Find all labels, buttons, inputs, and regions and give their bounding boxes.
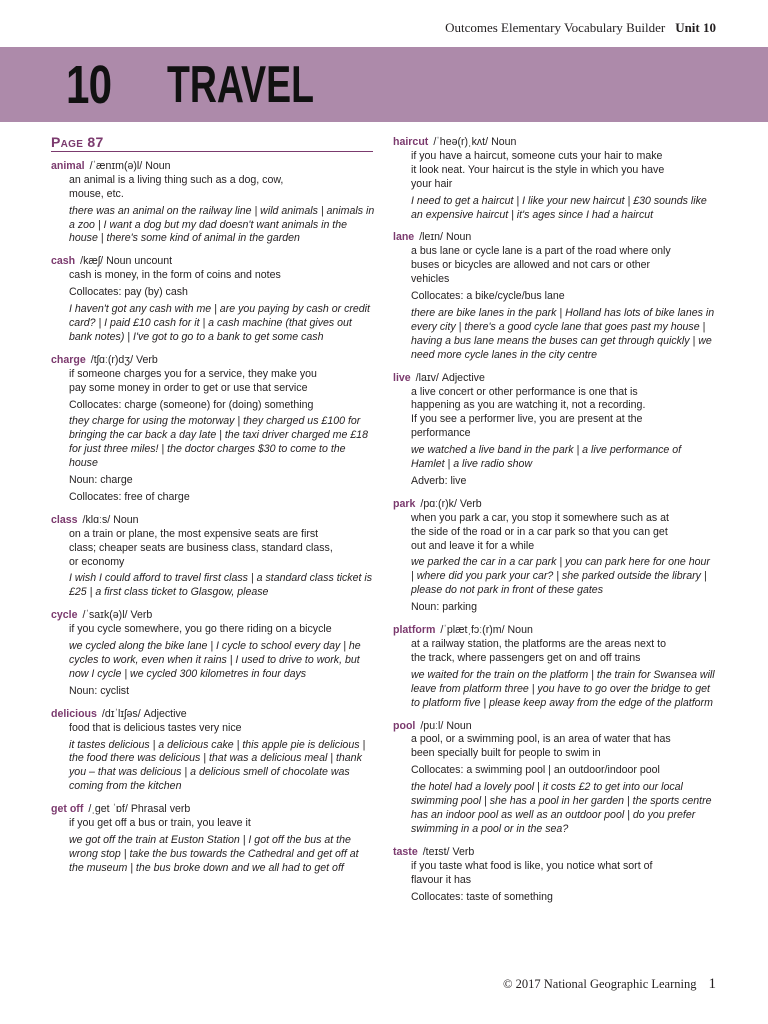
unit-banner <box>0 47 768 122</box>
dictionary-entry <box>393 231 715 362</box>
left-column <box>51 136 375 885</box>
unit-label: Unit 10 <box>675 20 716 35</box>
dictionary-entry <box>51 514 375 600</box>
dictionary-entry <box>393 136 715 222</box>
right-column <box>393 136 715 913</box>
definition-line: at a railway station, the platforms are the areas next to <box>411 638 666 650</box>
headword: park <box>393 497 416 510</box>
entry-headline <box>393 624 715 638</box>
dictionary-entry <box>51 708 375 794</box>
page-footer <box>503 976 716 993</box>
definition-line: a live concert or other performance is one that is <box>411 385 638 398</box>
headword: lane <box>393 231 415 244</box>
definition-line: food that is delicious tastes very nice <box>69 721 242 734</box>
headword: cash <box>51 255 76 268</box>
pronunciation: /ˈsaɪk(ə)l/ <box>82 609 128 622</box>
left-entry-list <box>51 160 375 876</box>
examples: I need to get a haircut | I like your new haircut | £30 sounds like an expensive haircut | it's ages since I had a haircut <box>411 194 707 221</box>
entry-headline <box>51 255 375 269</box>
headword: haircut <box>393 136 429 148</box>
definition <box>393 386 715 442</box>
pronunciation: /ˈheə(r)ˌkʌt/ <box>433 136 489 148</box>
pronunciation: /ˌget ˈɒf/ <box>88 803 128 816</box>
headword: platform <box>393 624 436 637</box>
definition-line: on a train or plane, the most expensive seats are first <box>69 527 319 540</box>
running-header <box>445 20 716 36</box>
collocates: Collocates: pay (by) cash <box>69 286 188 299</box>
definition-line: when you park a car, you stop it somewhere such as at <box>411 511 669 524</box>
pronunciation: /leɪn/ <box>419 231 443 244</box>
entry-headline <box>393 136 715 150</box>
definition <box>393 150 715 192</box>
part-of-speech: Noun <box>446 719 472 732</box>
part-of-speech: Phrasal verb <box>130 803 191 816</box>
examples: there was an animal on the railway line | wild animals | animals in a zoo | I want a dog but my dad doesn't want animals in the house | there's some kind of animal in the garden <box>69 204 375 245</box>
examples: they charge for using the motorway | they charged us £100 for bringing the car back a day late | the taxi driver charged me £18 for just three miles! | the doctor charges $30 to come to the house <box>69 415 368 470</box>
definition-line: mouse, etc. <box>69 187 124 200</box>
entry-headline <box>51 609 375 623</box>
definition-line: if you cycle somewhere, you go there riding on a bicycle <box>69 623 332 636</box>
definition <box>51 269 375 283</box>
part-of-speech: Noun <box>145 159 171 172</box>
pronunciation: /dɪˈlɪʃəs/ <box>101 707 141 720</box>
part-of-speech: Adjective <box>143 707 187 720</box>
headword: animal <box>51 159 85 172</box>
part-of-speech: Noun <box>507 624 533 637</box>
part-of-speech: Verb <box>136 353 158 366</box>
definition-line: class; cheaper seats are business class, standard class, <box>69 541 333 554</box>
entry-headline <box>393 498 715 512</box>
definition <box>393 245 715 287</box>
definition-line: the side of the road or in a car park so that you can get <box>411 525 668 538</box>
page-number: 1 <box>708 976 716 992</box>
collocates: Collocates: a swimming pool | an outdoor/indoor pool <box>411 764 660 777</box>
definition <box>51 817 375 831</box>
pronunciation: /ˈænɪm(ə)l/ <box>89 159 143 172</box>
definition <box>51 528 375 570</box>
collocates: Collocates: taste of something <box>411 890 553 903</box>
part-of-speech: Verb <box>459 497 482 510</box>
pronunciation: /puːl/ <box>420 719 444 732</box>
definition-line: If you see a performer live, you are present at the <box>411 413 643 426</box>
examples: we cycled along the bike lane | I cycle to school every day | he cycles to work, even when it rains | I used to drive to work, but now I cycle | we cycled 300 kilometres in four days <box>69 640 361 680</box>
pronunciation: /ˈplætˌfɔː(r)m/ <box>440 624 505 637</box>
collocates: Collocates: charge (someone) for (doing) something <box>69 398 314 411</box>
pronunciation: /tʃɑː(r)dʒ/ <box>90 353 134 366</box>
page-heading: Page 87 <box>51 136 373 152</box>
dictionary-entry <box>51 255 375 344</box>
examples: it tastes delicious | a delicious cake | this apple pie is delicious | the food there was delicious | that was a delicious meal | thank you – that was delicious | a delicious smell of chocolate was coming from the kitchen <box>69 738 366 793</box>
definition-line: it look neat. Your haircut is the style in which you have <box>411 163 665 176</box>
entry-headline <box>393 372 715 386</box>
pronunciation: /klɑːs/ <box>82 513 111 526</box>
entry-headline <box>393 846 715 860</box>
definition-line: cash is money, in the form of coins and notes <box>69 269 281 282</box>
unit-number: 10 <box>66 55 112 115</box>
dictionary-entry <box>51 354 375 505</box>
part-of-speech: Noun <box>113 513 139 526</box>
headword: class <box>51 513 78 526</box>
definition-line: vehicles <box>411 273 450 286</box>
definition-line: if you have a haircut, someone cuts your hair to make <box>411 149 663 162</box>
part-of-speech: Noun uncount <box>106 255 173 268</box>
examples: I haven't got any cash with me | are you paying by cash or credit card? | I paid £10 cash for it | a cash machine (that gives out bank notes) | I've got to go to a bank to get some cash <box>69 303 370 343</box>
headword: charge <box>51 353 86 366</box>
derived-form: Noun: charge <box>69 474 133 487</box>
definition-line: been specially built for people to swim in <box>411 747 601 760</box>
right-entry-list <box>393 136 715 904</box>
examples: the hotel had a lovely pool | it costs £2 to get into our local swimming pool | she has a pool in her garden | the sports centre has an indoor pool as well as an outdoor pool | do you prefer swimming in a pool or in the sea? <box>411 781 712 835</box>
definition-line: flavour it has <box>411 873 472 886</box>
definition <box>51 722 375 736</box>
examples: we got off the train at Euston Station | I got off the bus at the wrong stop | take the bus towards the Cathedral and get off at the museum | the bus broke down and we all had to get off <box>69 833 359 874</box>
part-of-speech: Verb <box>452 845 475 858</box>
definition-line: or economy <box>69 555 125 568</box>
part-of-speech: Noun <box>446 231 472 244</box>
definition-line: buses or bicycles are allowed and not cars or other <box>411 259 651 272</box>
dictionary-entry <box>393 846 715 905</box>
collocates: Collocates: free of charge <box>69 490 190 503</box>
definition-line: the track, where passengers get on and off trains <box>411 651 641 664</box>
book-title: Outcomes Elementary Vocabulary Builder <box>445 20 666 35</box>
copyright: © 2017 National Geographic Learning <box>503 977 697 991</box>
derived-form: Noun: cyclist <box>69 684 130 697</box>
examples: I wish I could afford to travel first class | a standard class ticket is £25 | a first class ticket to Glasgow, please <box>69 572 373 599</box>
definition-line: your hair <box>411 177 453 190</box>
entry-headline <box>51 803 375 817</box>
definition <box>51 623 375 637</box>
definition-line: happening as you are watching it, not a recording. <box>411 399 646 412</box>
definition <box>393 638 715 666</box>
definition <box>51 368 375 396</box>
dictionary-entry <box>393 372 715 489</box>
definition-line: a pool, or a swimming pool, is an area of water that has <box>411 733 671 746</box>
definition-line: performance <box>411 427 471 440</box>
part-of-speech: Noun <box>491 136 517 148</box>
definition-line: an animal is a living thing such as a dog, cow, <box>69 173 284 186</box>
dictionary-entry <box>393 624 715 710</box>
dictionary-entry <box>393 720 715 837</box>
definition-line: if you get off a bus or train, you leave it <box>69 817 251 830</box>
examples: we watched a live band in the park | a live performance of Hamlet | a live radio show <box>411 444 682 471</box>
entry-headline <box>393 231 715 245</box>
definition-line: if you taste what food is like, you notice what sort of <box>411 859 653 872</box>
definition-line: a bus lane or cycle lane is a part of the road where only <box>411 245 671 258</box>
entry-headline <box>51 160 375 174</box>
definition <box>393 733 715 761</box>
definition <box>393 512 715 554</box>
pronunciation: /laɪv/ <box>415 371 439 384</box>
definition-line: pay some money in order to get or use that service <box>69 381 308 394</box>
definition <box>393 860 715 888</box>
dictionary-entry <box>393 498 715 615</box>
headword: live <box>393 371 411 384</box>
part-of-speech: Verb <box>130 609 153 622</box>
entry-headline <box>51 514 375 528</box>
pronunciation: /teɪst/ <box>422 845 450 858</box>
dictionary-entry <box>51 803 375 876</box>
examples: we parked the car in a car park | you can park here for one hour | where did you park your car? | she parked outside the library | please do not park in front of these gates <box>411 556 710 597</box>
dictionary-entry <box>51 160 375 246</box>
headword: taste <box>393 845 418 858</box>
part-of-speech: Adjective <box>441 371 485 384</box>
derived-form: Adverb: live <box>411 474 467 487</box>
entry-headline <box>51 354 375 368</box>
definition-line: if someone charges you for a service, they make you <box>69 367 317 380</box>
entry-headline <box>393 720 715 734</box>
entry-headline <box>51 708 375 722</box>
pronunciation: /pɑː(r)k/ <box>420 497 457 510</box>
collocates: Collocates: a bike/cycle/bus lane <box>411 290 565 303</box>
headword: cycle <box>51 609 78 622</box>
derived-form: Noun: parking <box>411 601 477 614</box>
examples: there are bike lanes in the park | Holland has lots of bike lanes in every city | there's a good cycle lane that goes past my house | having a bus lane means the buses can get through quickly | we need more cycle lanes in the city centre <box>411 306 715 361</box>
headword: pool <box>393 719 416 732</box>
definition-line: out and leave it for a while <box>411 539 535 552</box>
headword: delicious <box>51 707 97 720</box>
pronunciation: /kæʃ/ <box>80 255 104 268</box>
headword: get off <box>51 803 84 816</box>
dictionary-entry <box>51 609 375 698</box>
examples: we waited for the train on the platform | the train for Swansea will leave from platform three | you have to go over the bridge to get to platform five | please keep away from the edge of the platform <box>411 668 715 709</box>
unit-title: TRAVEL <box>167 56 314 114</box>
definition <box>51 174 375 202</box>
